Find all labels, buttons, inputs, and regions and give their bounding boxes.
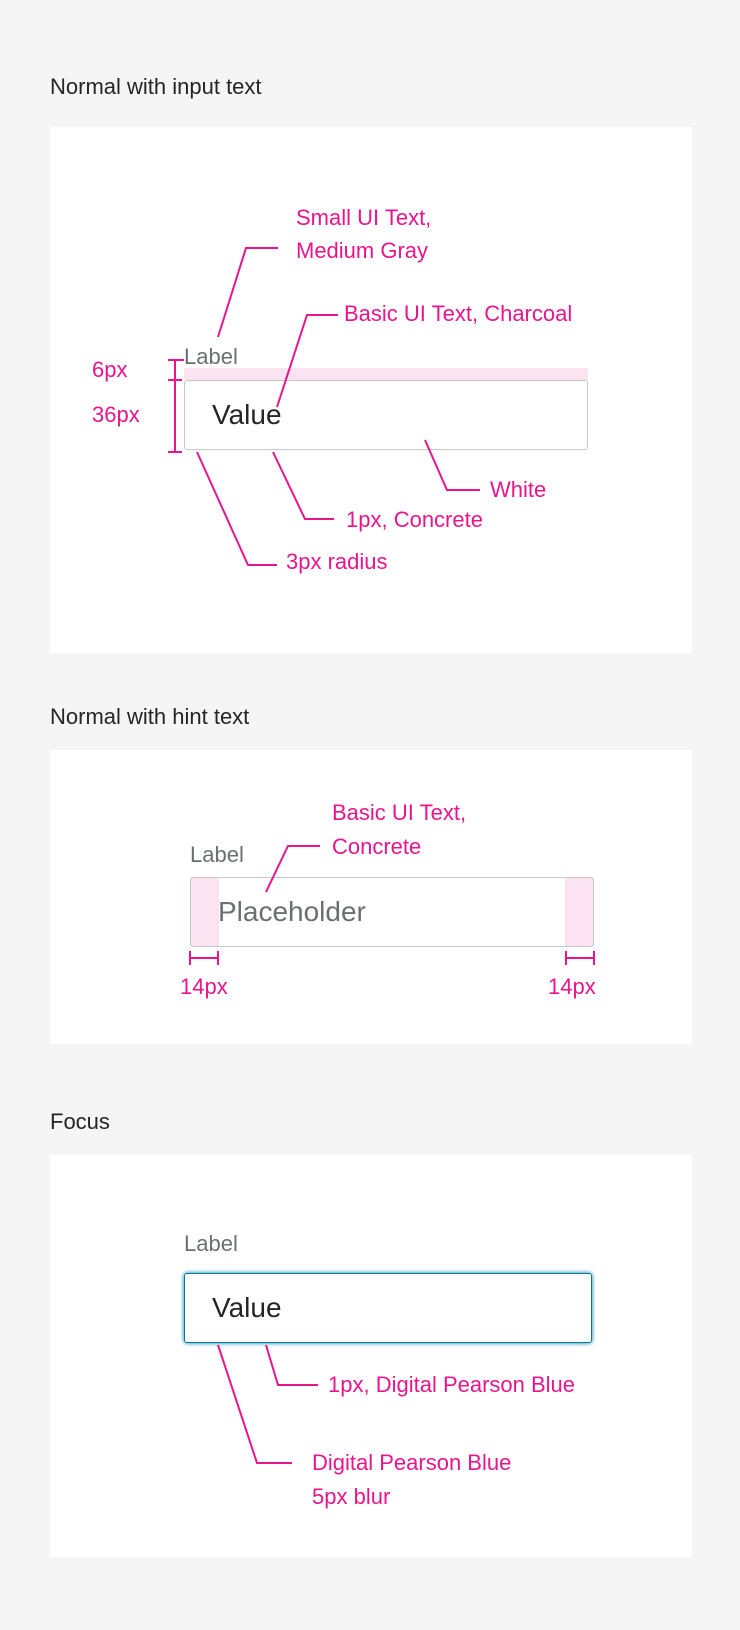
annotation-label-style-1: Small UI Text, [296,205,432,230]
gap-highlight [184,368,588,380]
card-input-text [50,127,692,653]
annotation-label-style-2: Medium Gray [296,238,429,263]
padding-left-highlight [191,878,219,946]
input-placeholder: Placeholder [218,896,366,927]
field-label: Label [184,344,238,369]
card-hint-text [50,750,692,1044]
section-title-input-text: Normal with input text [50,74,262,99]
padding-right-highlight [565,878,593,946]
annotation-padding-left: 14px [180,974,228,999]
input-value: Value [212,1292,282,1323]
annotation-background: White [490,477,547,502]
annotation-value-style: Basic UI Text, Charcoal [344,301,573,326]
section-title-hint-text: Normal with hint text [50,704,250,729]
text-input-field[interactable] [190,877,594,947]
field-label: Label [190,842,244,867]
focused-text-input-field[interactable] [184,1273,592,1343]
input-value: Value [212,399,282,430]
annotation-border: 1px, Concrete [346,507,483,532]
annotation-glow-1: Digital Pearson Blue [312,1450,512,1475]
text-input-field[interactable] [184,380,588,450]
annotation-height: 36px [92,402,140,427]
annotation-focus-border: 1px, Digital Pearson Blue [328,1372,576,1397]
section-title-focus: Focus [50,1109,110,1134]
annotation-placeholder-style-2: Concrete [332,834,422,859]
card-focus [50,1155,692,1557]
field-label: Label [184,1231,238,1256]
annotation-padding-right: 14px [548,974,596,999]
annotation-placeholder-style-1: Basic UI Text, [332,800,467,825]
annotation-glow-2: 5px blur [312,1484,391,1509]
annotation-gap: 6px [92,357,128,382]
annotation-radius: 3px radius [286,549,388,574]
